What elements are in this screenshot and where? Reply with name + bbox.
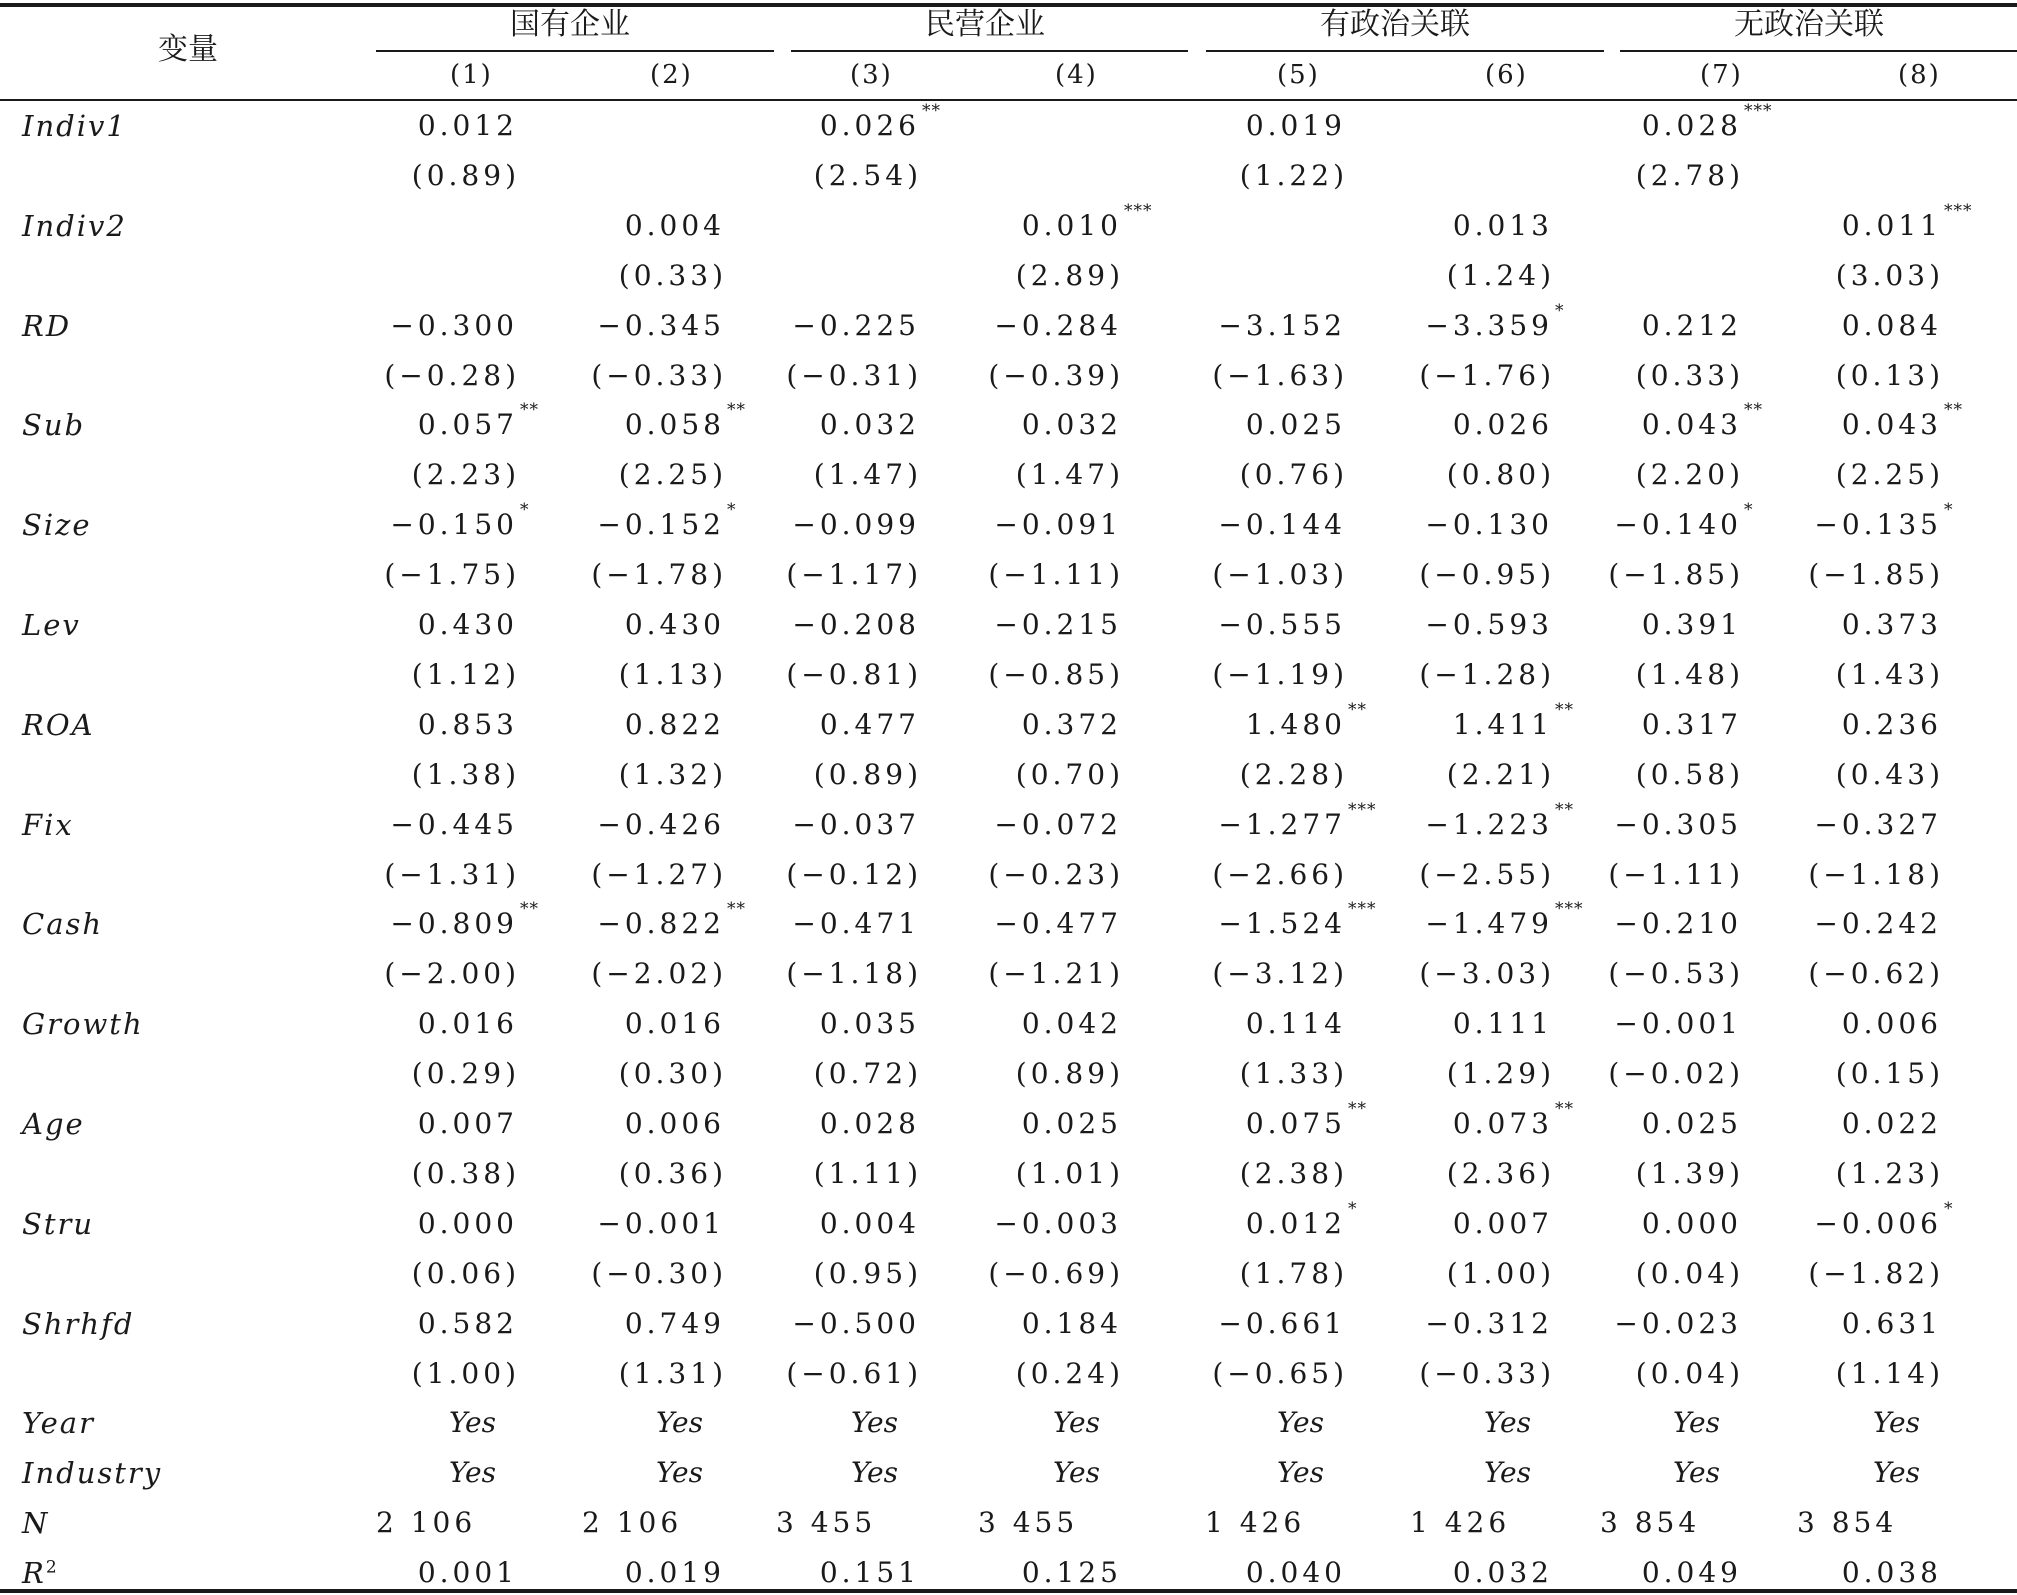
industry-fixed-effect-cell: Yes [656, 1456, 703, 1489]
t-stat-cell: (2.28) [1239, 758, 1348, 791]
industry-fixed-effect-cell: Yes [1484, 1456, 1531, 1489]
significance-stars: *** [1348, 800, 1377, 820]
coefficient-cell: −0.091 [994, 508, 1122, 541]
t-stat-cell: (−3.03) [1419, 957, 1555, 990]
coefficient-cell: −0.152 * [597, 500, 737, 541]
coefficient-cell: 0.391 [1641, 608, 1742, 641]
coefficient-cell: −0.099 [792, 508, 920, 541]
t-stat-cell: (−1.85) [1808, 558, 1944, 591]
group-header-political: 有政治关联 [1320, 7, 1470, 42]
coefficient-cell: 0.025 [1245, 408, 1346, 441]
t-stat-cell: (2.36) [1446, 1157, 1555, 1190]
coefficient-cell: 0.012 [417, 109, 518, 142]
t-stat-cell: (−2.00) [384, 957, 520, 990]
t-stat-cell: (1.43) [1835, 658, 1944, 691]
t-stat-cell: (0.13) [1835, 359, 1944, 392]
significance-stars: * [1744, 500, 1754, 520]
t-stat-cell: (2.38) [1239, 1157, 1348, 1190]
year-fixed-effect-cell: Yes [851, 1406, 898, 1439]
coefficient-cell: 0.007 [1452, 1207, 1553, 1240]
significance-stars: ** [520, 400, 539, 420]
row-label: Sub [22, 408, 86, 442]
significance-stars: *** [1124, 201, 1153, 221]
coefficient-cell: 0.184 [1021, 1307, 1122, 1340]
coefficient-cell: −1.479 *** [1425, 899, 1584, 940]
t-stat-cell: (−0.53) [1608, 957, 1744, 990]
coefficient-cell: 0.430 [417, 608, 518, 641]
r-squared-cell: 0.125 [1021, 1556, 1122, 1589]
t-stat-cell: (−0.95) [1419, 558, 1555, 591]
coefficient-cell: 0.853 [417, 708, 518, 741]
t-stat-cell: (0.80) [1446, 458, 1555, 491]
t-stat-cell: (−1.18) [1808, 858, 1944, 891]
t-stat-cell: (0.33) [1635, 359, 1744, 392]
t-stat-cell: (−0.65) [1212, 1357, 1348, 1390]
group-underline-nonpolitical [1620, 50, 2017, 52]
t-stat-cell: (1.38) [411, 758, 520, 791]
column-number-5: (5) [1277, 60, 1320, 90]
coefficient-cell: −0.140 * [1614, 500, 1754, 541]
t-stat-cell: (0.04) [1635, 1357, 1744, 1390]
row-label: Lev [22, 608, 81, 642]
coefficient-cell: 0.035 [819, 1007, 920, 1040]
row-label: ROA [22, 708, 95, 742]
coefficient-cell: −0.471 [792, 907, 920, 940]
significance-stars: ** [1348, 1099, 1367, 1119]
observation-count-cell: 1 426 [1410, 1506, 1511, 1539]
coefficient-cell: −0.345 [597, 309, 725, 342]
observation-count-cell: 1 426 [1205, 1506, 1306, 1539]
significance-stars: ** [1944, 400, 1963, 420]
t-stat-cell: (−0.61) [786, 1357, 922, 1390]
t-stat-cell: (−1.19) [1212, 658, 1348, 691]
coefficient-cell: −0.661 [1218, 1307, 1346, 1340]
observation-count-cell: 3 854 [1797, 1506, 1898, 1539]
coefficient-cell: −1.524 *** [1218, 899, 1377, 940]
industry-fixed-effect-cell: Yes [851, 1456, 898, 1489]
coefficient-cell: 0.025 [1641, 1107, 1742, 1140]
significance-stars: ** [1555, 700, 1574, 720]
t-stat-cell: (0.30) [618, 1057, 727, 1090]
coefficient-cell: −0.003 [994, 1207, 1122, 1240]
t-stat-cell: (0.38) [411, 1157, 520, 1190]
coefficient-cell: 0.042 [1021, 1007, 1122, 1040]
observation-count-cell: 3 455 [776, 1506, 877, 1539]
t-stat-cell: (1.11) [813, 1157, 922, 1190]
t-stat-cell: (−1.82) [1808, 1257, 1944, 1290]
group-underline-soe [376, 50, 774, 52]
group-underline-political [1206, 50, 1604, 52]
t-stat-cell: (−1.27) [591, 858, 727, 891]
t-stat-cell: (0.76) [1239, 458, 1348, 491]
t-stat-cell: (0.89) [411, 159, 520, 192]
header-rule [0, 99, 2017, 101]
t-stat-cell: (−2.66) [1212, 858, 1348, 891]
significance-stars: *** [1348, 899, 1377, 919]
t-stat-cell: (−1.28) [1419, 658, 1555, 691]
significance-stars: *** [1944, 201, 1973, 221]
t-stat-cell: (−0.33) [1419, 1357, 1555, 1390]
coefficient-cell: −0.809 ** [390, 899, 539, 940]
r-squared-superscript: 2 [45, 1557, 59, 1578]
t-stat-cell: (−1.03) [1212, 558, 1348, 591]
t-stat-cell: (0.58) [1635, 758, 1744, 791]
significance-stars: * [1348, 1199, 1358, 1219]
coefficient-cell: −0.593 [1425, 608, 1553, 641]
coefficient-cell: 0.073 ** [1452, 1099, 1574, 1140]
t-stat-cell: (0.72) [813, 1057, 922, 1090]
t-stat-cell: (0.43) [1835, 758, 1944, 791]
coefficient-cell: 1.480 ** [1245, 700, 1367, 741]
t-stat-cell: (1.00) [411, 1357, 520, 1390]
coefficient-cell: −0.150 * [390, 500, 530, 541]
t-stat-cell: (1.00) [1446, 1257, 1555, 1290]
coefficient-cell: 0.019 [1245, 109, 1346, 142]
row-label: Size [22, 508, 92, 542]
coefficient-cell: 0.477 [819, 708, 920, 741]
t-stat-cell: (2.23) [411, 458, 520, 491]
year-fixed-effect-cell: Yes [656, 1406, 703, 1439]
coefficient-cell: −0.426 [597, 808, 725, 841]
r-squared-cell: 0.038 [1841, 1556, 1942, 1589]
t-stat-cell: (1.12) [411, 658, 520, 691]
coefficient-cell: 0.007 [417, 1107, 518, 1140]
t-stat-cell: (2.20) [1635, 458, 1744, 491]
industry-fixed-effect-cell: Yes [1053, 1456, 1100, 1489]
coefficient-cell: 0.025 [1021, 1107, 1122, 1140]
coefficient-cell: −3.359 * [1425, 301, 1565, 342]
coefficient-cell: 0.010 *** [1021, 201, 1153, 242]
r-squared-cell: 0.151 [819, 1556, 920, 1589]
coefficient-cell: 0.000 [1641, 1207, 1742, 1240]
year-fixed-effect-cell: Yes [1484, 1406, 1531, 1439]
coefficient-cell: 0.016 [417, 1007, 518, 1040]
t-stat-cell: (−0.39) [988, 359, 1124, 392]
coefficient-cell: 0.582 [417, 1307, 518, 1340]
coefficient-cell: −3.152 [1218, 309, 1346, 342]
column-number-4: (4) [1055, 60, 1098, 90]
coefficient-cell: 0.373 [1841, 608, 1942, 641]
coefficient-cell: 0.058 ** [624, 400, 746, 441]
coefficient-cell: 0.032 [819, 408, 920, 441]
t-stat-cell: (2.78) [1635, 159, 1744, 192]
coefficient-cell: 0.006 [624, 1107, 725, 1140]
coefficient-cell: 0.028 *** [1641, 101, 1773, 142]
r-squared-label [22, 1556, 59, 1590]
coefficient-cell: −0.305 [1614, 808, 1742, 841]
t-stat-cell: (1.23) [1835, 1157, 1944, 1190]
t-stat-cell: (−1.75) [384, 558, 520, 591]
t-stat-cell: (−1.76) [1419, 359, 1555, 392]
coefficient-cell: −0.477 [994, 907, 1122, 940]
industry-fixed-effect-cell: Yes [1873, 1456, 1920, 1489]
r-squared-cell: 0.032 [1452, 1556, 1553, 1589]
t-stat-cell: (0.89) [1015, 1057, 1124, 1090]
coefficient-cell: −0.312 [1425, 1307, 1553, 1340]
r-squared-cell: 0.040 [1245, 1556, 1346, 1589]
t-stat-cell: (1.47) [1015, 458, 1124, 491]
t-stat-cell: (1.32) [618, 758, 727, 791]
t-stat-cell: (−1.78) [591, 558, 727, 591]
t-stat-cell: (1.24) [1446, 259, 1555, 292]
significance-stars: ** [727, 400, 746, 420]
t-stat-cell: (−1.85) [1608, 558, 1744, 591]
coefficient-cell: −0.225 [792, 309, 920, 342]
t-stat-cell: (−1.63) [1212, 359, 1348, 392]
year-fixed-effect-cell: Yes [1277, 1406, 1324, 1439]
t-stat-cell: (−0.81) [786, 658, 922, 691]
row-label: Stru [22, 1207, 95, 1241]
bottom-rule [0, 1589, 2017, 1593]
t-stat-cell: (−0.85) [988, 658, 1124, 691]
group-header-private: 民营企业 [925, 7, 1045, 42]
t-stat-cell: (0.36) [618, 1157, 727, 1190]
t-stat-cell: (0.15) [1835, 1057, 1944, 1090]
t-stat-cell: (2.89) [1015, 259, 1124, 292]
t-stat-cell: (−0.23) [988, 858, 1124, 891]
t-stat-cell: (−0.28) [384, 359, 520, 392]
group-header-soe: 国有企业 [510, 7, 630, 42]
t-stat-cell: (0.33) [618, 259, 727, 292]
significance-stars: ** [520, 899, 539, 919]
coefficient-cell: 0.075 ** [1245, 1099, 1367, 1140]
coefficient-cell: 0.026 ** [819, 101, 941, 142]
coefficient-cell: −0.242 [1814, 907, 1942, 940]
coefficient-cell: −0.208 [792, 608, 920, 641]
coefficient-cell: −0.327 [1814, 808, 1942, 841]
coefficient-cell: 1.411 ** [1452, 700, 1574, 741]
significance-stars: * [1944, 1199, 1954, 1219]
coefficient-cell: 0.430 [624, 608, 725, 641]
significance-stars: *** [1555, 899, 1584, 919]
coefficient-cell: −0.555 [1218, 608, 1346, 641]
significance-stars: * [520, 500, 530, 520]
significance-stars: ** [727, 899, 746, 919]
column-number-2: (2) [650, 60, 693, 90]
coefficient-cell: 0.372 [1021, 708, 1122, 741]
t-stat-cell: (1.48) [1635, 658, 1744, 691]
t-stat-cell: (−0.02) [1608, 1057, 1744, 1090]
r-squared-cell: 0.001 [417, 1556, 518, 1589]
coefficient-cell: −0.144 [1218, 508, 1346, 541]
coefficient-cell: 0.043 ** [1841, 400, 1963, 441]
t-stat-cell: (−1.18) [786, 957, 922, 990]
coefficient-cell: 0.631 [1841, 1307, 1942, 1340]
t-stat-cell: (3.03) [1835, 259, 1944, 292]
coefficient-cell: 0.013 [1452, 209, 1553, 242]
t-stat-cell: (−0.31) [786, 359, 922, 392]
t-stat-cell: (−1.11) [1608, 858, 1744, 891]
observation-count-cell: 3 854 [1600, 1506, 1701, 1539]
coefficient-cell: 0.212 [1641, 309, 1742, 342]
coefficient-cell: −0.072 [994, 808, 1122, 841]
coefficient-cell: 0.317 [1641, 708, 1742, 741]
t-stat-cell: (1.31) [618, 1357, 727, 1390]
coefficient-cell: 0.011 *** [1841, 201, 1973, 242]
t-stat-cell: (−0.30) [591, 1257, 727, 1290]
coefficient-cell: −0.037 [792, 808, 920, 841]
t-stat-cell: (1.39) [1635, 1157, 1744, 1190]
t-stat-cell: (0.70) [1015, 758, 1124, 791]
group-header-nonpolitical: 无政治关联 [1734, 7, 1884, 42]
row-label: Shrhfd [22, 1307, 135, 1341]
t-stat-cell: (0.06) [411, 1257, 520, 1290]
coefficient-cell: 0.822 [624, 708, 725, 741]
t-stat-cell: (2.25) [618, 458, 727, 491]
t-stat-cell: (1.01) [1015, 1157, 1124, 1190]
coefficient-cell: 0.057 ** [417, 400, 539, 441]
coefficient-cell: −0.822 ** [597, 899, 746, 940]
t-stat-cell: (0.89) [813, 758, 922, 791]
coefficient-cell: 0.749 [624, 1307, 725, 1340]
column-number-6: (6) [1485, 60, 1528, 90]
t-stat-cell: (−1.21) [988, 957, 1124, 990]
significance-stars: ** [1555, 1099, 1574, 1119]
observation-count-label: N [22, 1506, 50, 1540]
coefficient-cell: 0.000 [417, 1207, 518, 1240]
coefficient-cell: 0.043 ** [1641, 400, 1763, 441]
t-stat-cell: (1.33) [1239, 1057, 1348, 1090]
coefficient-cell: 0.022 [1841, 1107, 1942, 1140]
t-stat-cell: (2.54) [813, 159, 922, 192]
coefficient-cell: −0.284 [994, 309, 1122, 342]
t-stat-cell: (1.22) [1239, 159, 1348, 192]
coefficient-cell: −0.006 * [1814, 1199, 1954, 1240]
industry-fixed-effect-cell: Yes [1673, 1456, 1720, 1489]
year-fixed-effect-cell: Yes [1053, 1406, 1100, 1439]
t-stat-cell: (−1.11) [988, 558, 1124, 591]
t-stat-cell: (−0.12) [786, 858, 922, 891]
observation-count-cell: 2 106 [376, 1506, 477, 1539]
coefficient-cell: 0.111 [1452, 1007, 1553, 1040]
observation-count-cell: 3 455 [978, 1506, 1079, 1539]
year-fixed-effect-label: Year [22, 1406, 95, 1440]
t-stat-cell: (−2.55) [1419, 858, 1555, 891]
t-stat-cell: (−0.33) [591, 359, 727, 392]
t-stat-cell: (−0.69) [988, 1257, 1124, 1290]
variable-header: 变量 [158, 32, 218, 67]
coefficient-cell: 0.084 [1841, 309, 1942, 342]
t-stat-cell: (1.13) [618, 658, 727, 691]
coefficient-cell: 0.032 [1021, 408, 1122, 441]
row-label: Indiv1 [22, 109, 127, 143]
t-stat-cell: (1.14) [1835, 1357, 1944, 1390]
coefficient-cell: −0.130 [1425, 508, 1553, 541]
industry-fixed-effect-cell: Yes [449, 1456, 496, 1489]
t-stat-cell: (−2.02) [591, 957, 727, 990]
coefficient-cell: −1.277 *** [1218, 800, 1377, 841]
row-label: Indiv2 [22, 209, 127, 243]
group-underline-private [791, 50, 1188, 52]
coefficient-cell: −0.023 [1614, 1307, 1742, 1340]
coefficient-cell: 0.012 * [1245, 1199, 1358, 1240]
coefficient-cell: −0.215 [994, 608, 1122, 641]
significance-stars: ** [922, 101, 941, 121]
t-stat-cell: (0.95) [813, 1257, 922, 1290]
t-stat-cell: (0.29) [411, 1057, 520, 1090]
significance-stars: * [727, 500, 737, 520]
observation-count-cell: 2 106 [582, 1506, 683, 1539]
t-stat-cell: (2.21) [1446, 758, 1555, 791]
t-stat-cell: (1.29) [1446, 1057, 1555, 1090]
coefficient-cell: −0.210 [1614, 907, 1742, 940]
coefficient-cell: 0.006 [1841, 1007, 1942, 1040]
row-label: Fix [22, 808, 74, 842]
t-stat-cell: (−3.12) [1212, 957, 1348, 990]
significance-stars: ** [1348, 700, 1367, 720]
column-number-1: (1) [450, 60, 493, 90]
significance-stars: * [1944, 500, 1954, 520]
significance-stars: ** [1744, 400, 1763, 420]
significance-stars: ** [1555, 800, 1574, 820]
coefficient-cell: 0.004 [624, 209, 725, 242]
coefficient-cell: −0.001 [597, 1207, 725, 1240]
row-label: RD [22, 309, 72, 343]
column-number-7: (7) [1700, 60, 1743, 90]
r-label-text: R [22, 1556, 46, 1590]
t-stat-cell: (0.24) [1015, 1357, 1124, 1390]
coefficient-cell: 0.004 [819, 1207, 920, 1240]
industry-fixed-effect-cell: Yes [1277, 1456, 1324, 1489]
column-number-3: (3) [850, 60, 893, 90]
row-label: Cash [22, 907, 104, 941]
r-squared-cell: 0.019 [624, 1556, 725, 1589]
t-stat-cell: (1.47) [813, 458, 922, 491]
row-label: Age [22, 1107, 85, 1141]
r-squared-cell: 0.049 [1641, 1556, 1742, 1589]
t-stat-cell: (0.04) [1635, 1257, 1744, 1290]
row-label: Growth [22, 1007, 144, 1041]
t-stat-cell: (−0.62) [1808, 957, 1944, 990]
coefficient-cell: −0.300 [390, 309, 518, 342]
coefficient-cell: 0.026 [1452, 408, 1553, 441]
t-stat-cell: (−1.31) [384, 858, 520, 891]
t-stat-cell: (2.25) [1835, 458, 1944, 491]
coefficient-cell: 0.028 [819, 1107, 920, 1140]
coefficient-cell: −0.001 [1614, 1007, 1742, 1040]
coefficient-cell: 0.114 [1245, 1007, 1346, 1040]
coefficient-cell: −0.500 [792, 1307, 920, 1340]
year-fixed-effect-cell: Yes [1673, 1406, 1720, 1439]
industry-fixed-effect-label: Industry [22, 1456, 163, 1490]
coefficient-cell: −1.223 ** [1425, 800, 1574, 841]
significance-stars: * [1555, 301, 1565, 321]
column-number-8: (8) [1898, 60, 1941, 90]
coefficient-cell: 0.016 [624, 1007, 725, 1040]
coefficient-cell: 0.236 [1841, 708, 1942, 741]
year-fixed-effect-cell: Yes [449, 1406, 496, 1439]
significance-stars: *** [1744, 101, 1773, 121]
coefficient-cell: −0.135 * [1814, 500, 1954, 541]
t-stat-cell: (1.78) [1239, 1257, 1348, 1290]
t-stat-cell: (−1.17) [786, 558, 922, 591]
coefficient-cell: −0.445 [390, 808, 518, 841]
year-fixed-effect-cell: Yes [1873, 1406, 1920, 1439]
